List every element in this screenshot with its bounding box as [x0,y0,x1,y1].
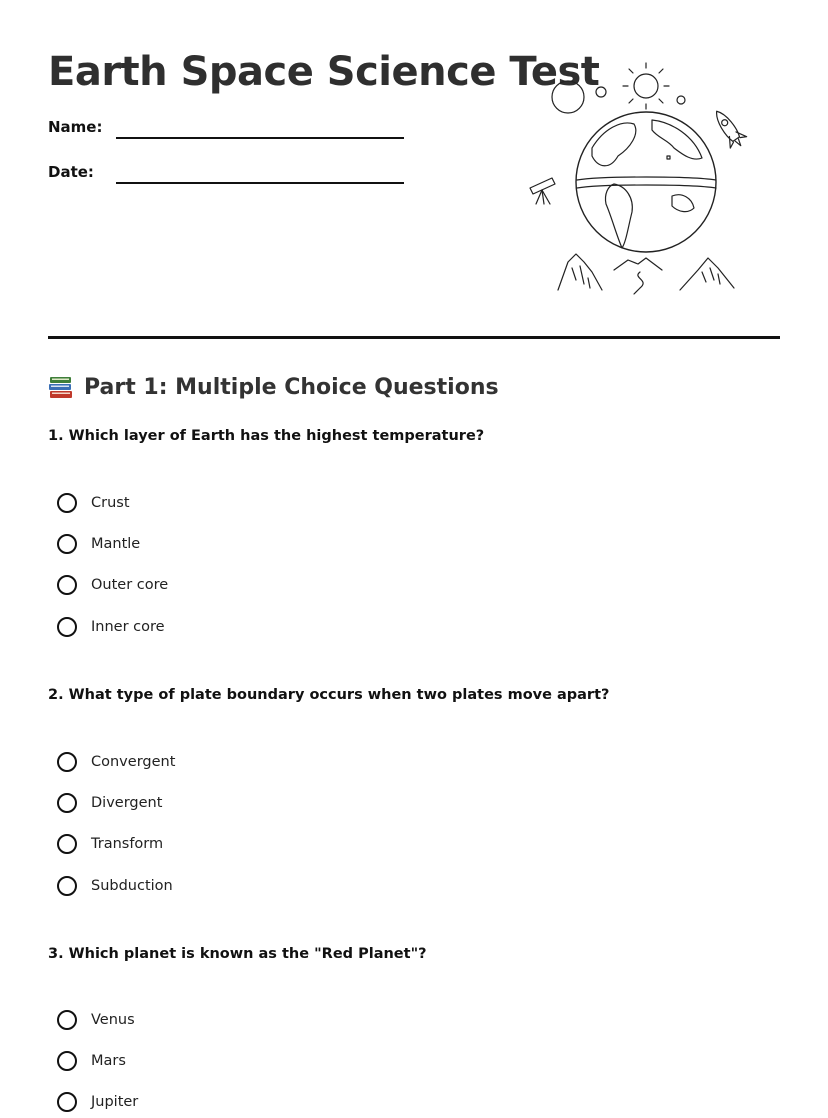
page-title: Earth Space Science Test [48,49,600,95]
date-input-line[interactable] [116,182,404,184]
radio-button[interactable] [57,617,77,637]
option-label: Transform [91,836,164,852]
option-label: Venus [91,1012,135,1028]
q2-option-transform[interactable] [57,831,163,857]
sun-icon [623,63,669,109]
q1-option-crust[interactable] [57,490,130,516]
option-label: Mars [91,1053,126,1069]
q1-option-outer-core[interactable] [57,572,168,598]
q2-option-convergent[interactable] [57,749,175,775]
radio-button[interactable] [57,1092,77,1112]
part1-title [48,372,499,404]
option-label: Outer core [91,577,169,593]
question-3: 3. Which planet is known as the "Red Planet"? [48,946,427,962]
radio-button[interactable] [57,493,77,513]
radio-button[interactable] [57,534,77,554]
q3-option-venus[interactable] [57,1007,135,1033]
q2-option-subduction[interactable] [57,873,173,899]
part1-title-text: Part 1: Multiple Choice Questions [84,375,499,400]
radio-button[interactable] [57,1051,77,1071]
q1-option-inner-core[interactable] [57,614,165,640]
option-label: Jupiter [91,1094,139,1110]
q3-option-jupiter[interactable] [57,1089,138,1115]
option-label: Convergent [91,754,176,770]
q1-option-mantle[interactable] [57,531,140,557]
radio-button[interactable] [57,793,77,813]
books-icon [48,374,74,402]
name-input-line[interactable] [116,137,404,139]
radio-button[interactable] [57,876,77,896]
date-field [48,163,94,181]
question-2: 2. What type of plate boundary occurs when two plates move apart? [48,687,610,703]
question-1: 1. Which layer of Earth has the highest temperature? [48,428,485,444]
option-label: Divergent [91,795,163,811]
option-label: Mantle [91,536,141,552]
mountains-icon [558,254,734,294]
radio-button[interactable] [57,575,77,595]
date-label: Date: [48,163,94,181]
section-divider [48,336,780,339]
option-label: Inner core [91,619,165,635]
option-label: Crust [91,495,130,511]
radio-button[interactable] [57,834,77,854]
earth-space-illustration [522,58,754,300]
option-label: Subduction [91,878,173,894]
radio-button[interactable] [57,1010,77,1030]
name-field [48,118,102,136]
rocket-icon [708,106,748,152]
earth-globe-icon [576,112,716,252]
radio-button[interactable] [57,752,77,772]
q2-option-divergent[interactable] [57,790,162,816]
name-label: Name: [48,118,103,136]
telescope-icon [530,178,555,204]
q3-option-mars[interactable] [57,1048,126,1074]
